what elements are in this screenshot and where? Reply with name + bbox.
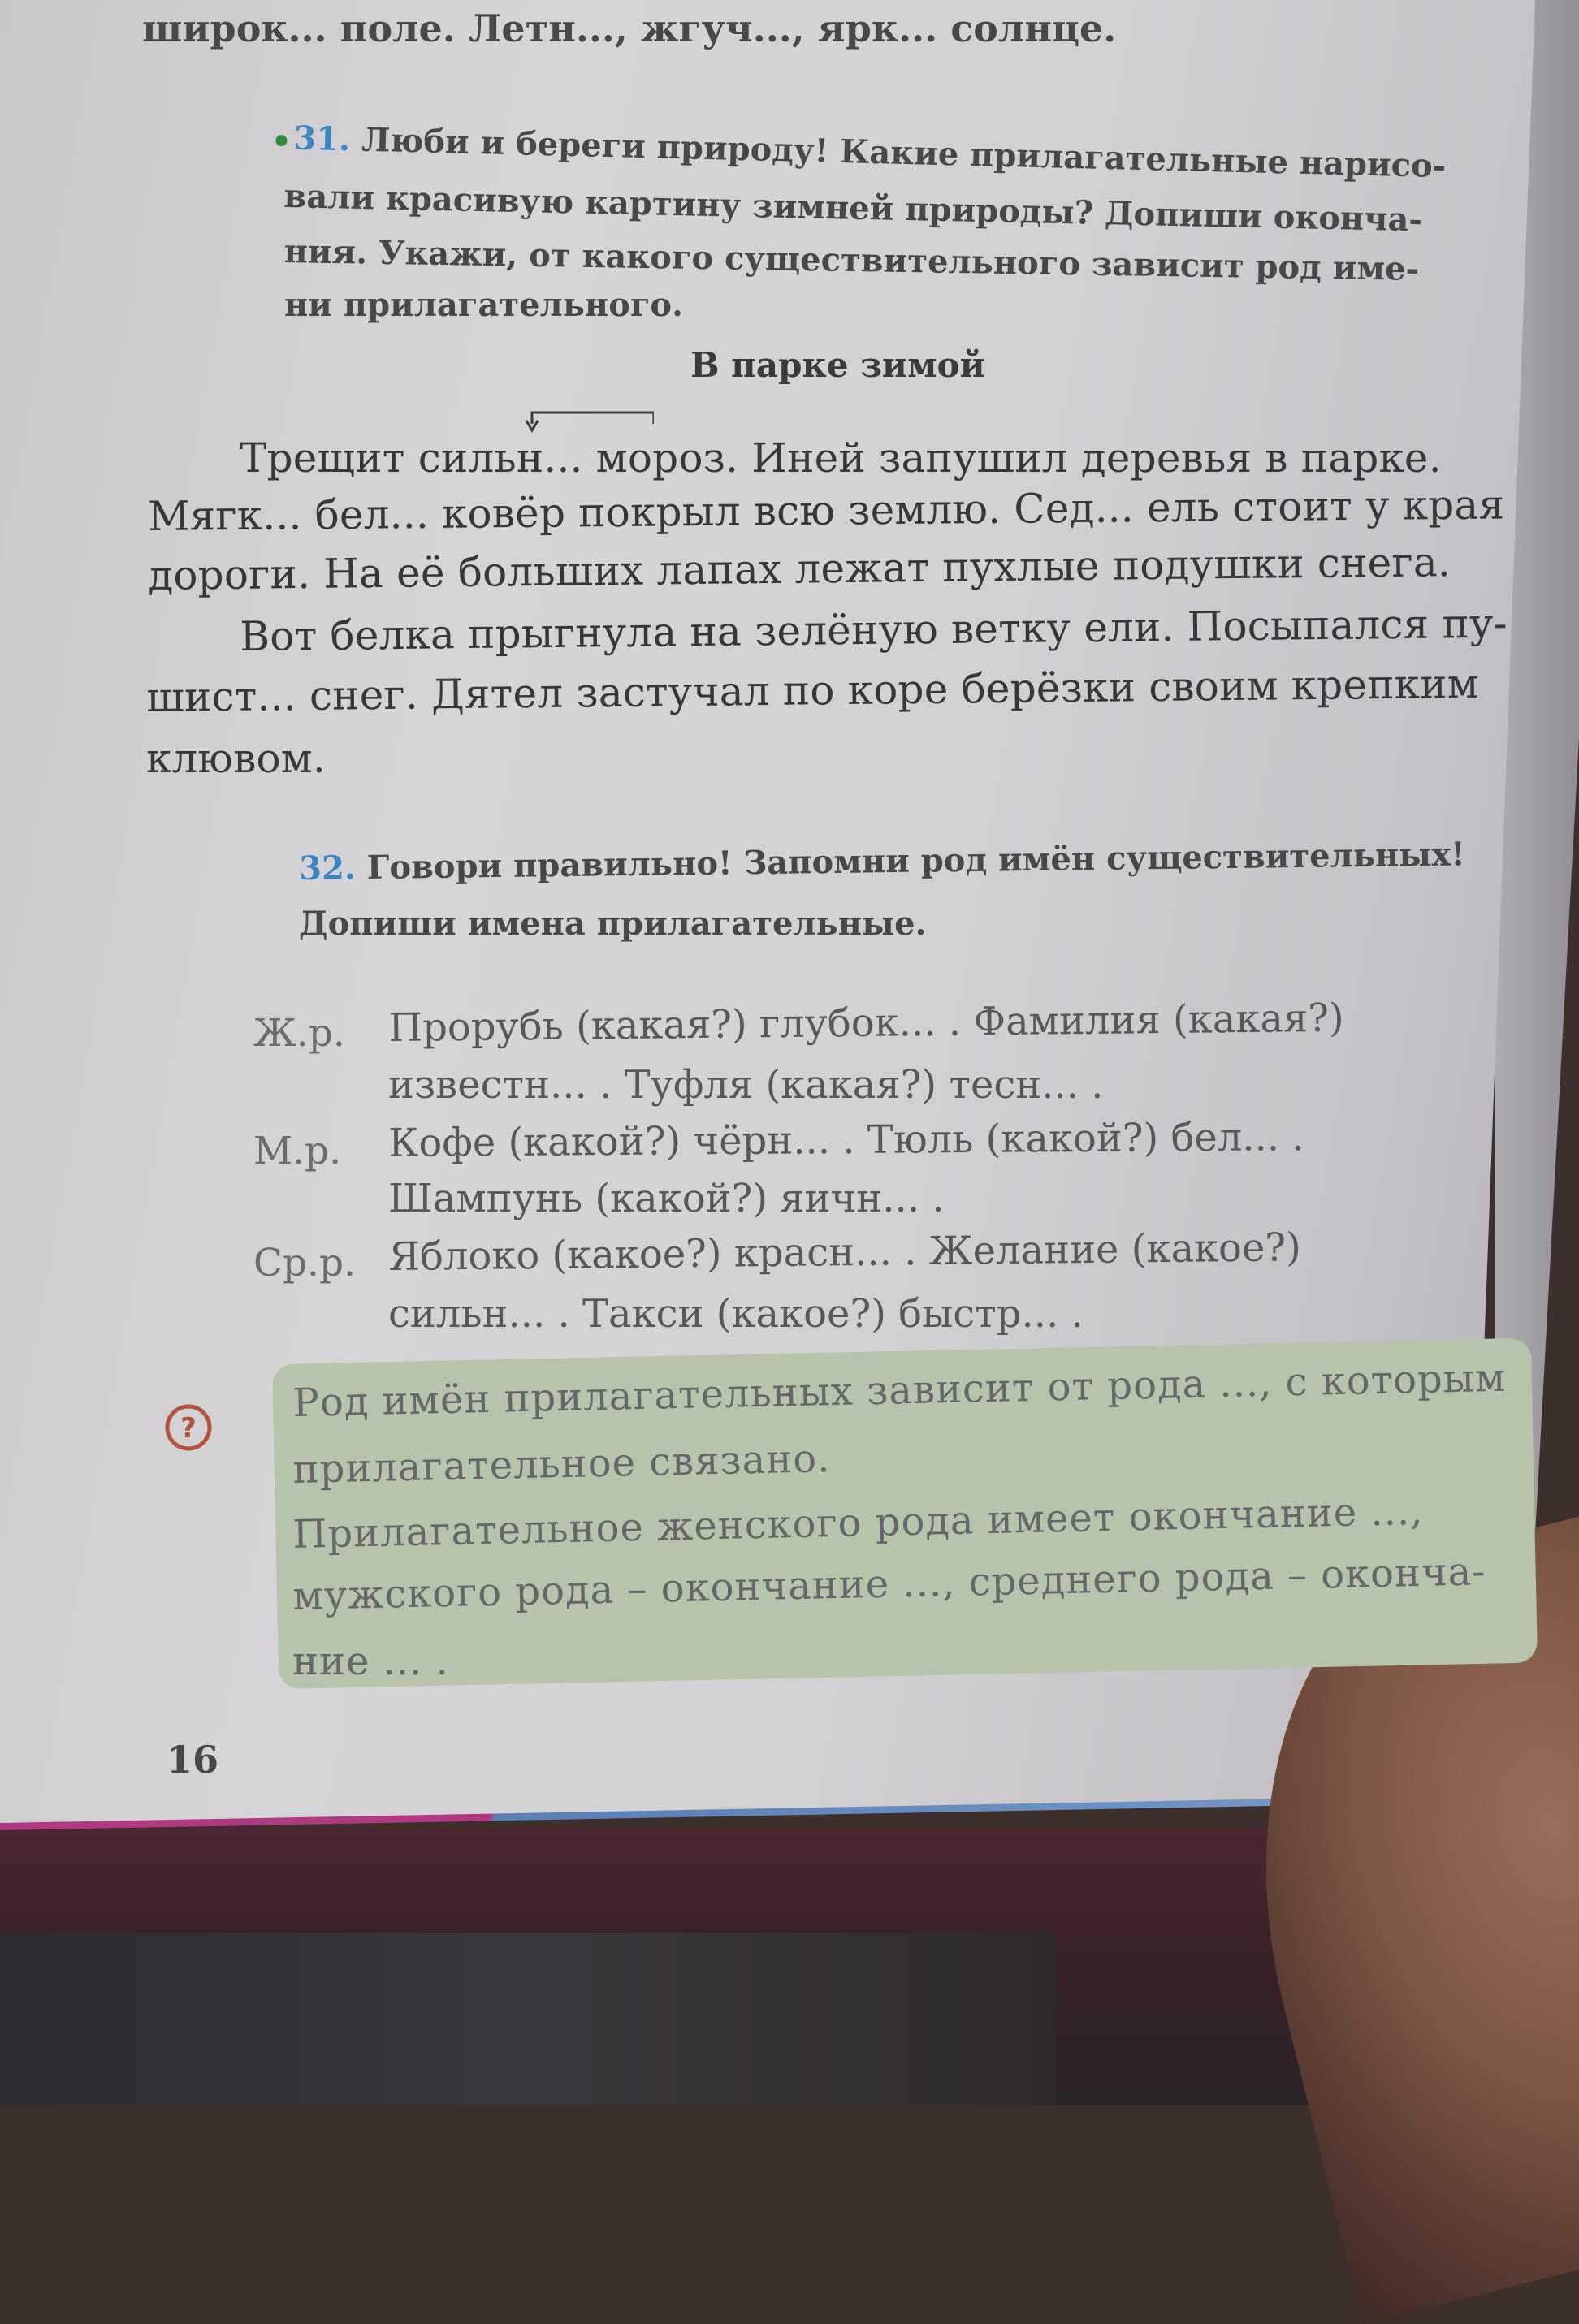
feminine-line-1: Прорубь (какая?) глубок... . Фамилия (какая?) (388, 995, 1344, 1051)
neuter-line-1: Яблоко (какое?) красн... . Желание (какое?) (388, 1225, 1302, 1280)
label-feminine: Ж.р. (253, 1011, 345, 1056)
agreement-arrow-icon (524, 406, 654, 438)
rule-line-5: ние ... . (292, 1639, 449, 1684)
masculine-line-1: Кофе (какой?) чёрн... . Тюль (какой?) бел... . (388, 1114, 1304, 1166)
exercise-31-line-4: ни прилагательного. (284, 286, 683, 324)
rule-line-1: Род имён прилагательных зависит от рода ..., с которым (292, 1354, 1507, 1426)
task-text: Люби и береги природу! Какие прилагательные нарисо- (361, 120, 1447, 186)
neuter-line-2: сильн... . Такси (какое?) быстр... . (388, 1291, 1084, 1337)
exercise-31-line-3: ния. Укажи, от какого существительного зависит род име- (283, 232, 1420, 288)
label-neuter: Ср.р. (253, 1241, 357, 1285)
story-line-2: Мягк... бел... ковёр покрыл всю землю. Сед... ель стоит у края (148, 481, 1505, 540)
masculine-line-2: Шампунь (какой?) яичн... . (388, 1176, 945, 1221)
exercise-number: 32. (298, 849, 357, 888)
background-surface (0, 1933, 1056, 2105)
svg-text:?: ? (180, 1412, 197, 1445)
exercise-31-line-2: вали красивую картину зимней природы? Допиши оконча- (283, 177, 1423, 240)
exercise-number: 31. (292, 119, 351, 159)
rule-line-3: Прилагательное женского рода имеет окончание ..., (292, 1488, 1424, 1557)
feminine-line-2: известн... . Туфля (какая?) тесн... . (388, 1062, 1104, 1108)
story-line-3: дороги. На её больших лапах лежат пухлые подушки снега. (148, 538, 1451, 599)
previous-exercise-line: широк... поле. Летн..., жгуч..., ярк... солнце. (142, 6, 1117, 50)
rule-line-4: мужского рода – окончание ..., среднего рода – оконча- (292, 1549, 1487, 1619)
rule-line-2: прилагательное связано. (292, 1436, 831, 1492)
story-line-6: клювом. (146, 735, 326, 782)
page-number: 16 (167, 1738, 219, 1782)
question-mark-icon (159, 1398, 218, 1457)
story-line-5: шист... снег. Дятел застучал по коре берёзки своим крепким (146, 659, 1480, 721)
story-line-1: Трещит сильн... мороз. Иней запушил деревья в парке. (240, 434, 1442, 482)
bullet-icon (275, 135, 287, 146)
story-line-4: Вот белка прыгнула на зелёную ветку ели. Посыпался пу- (240, 599, 1508, 660)
exercise-32-line-2: Допиши имена прилагательные. (299, 905, 927, 943)
story-title: В парке зимой (690, 345, 985, 385)
label-masculine: М.р. (253, 1129, 342, 1173)
task-text: Говори правильно! Запомни род имён существительных! (366, 835, 1466, 887)
